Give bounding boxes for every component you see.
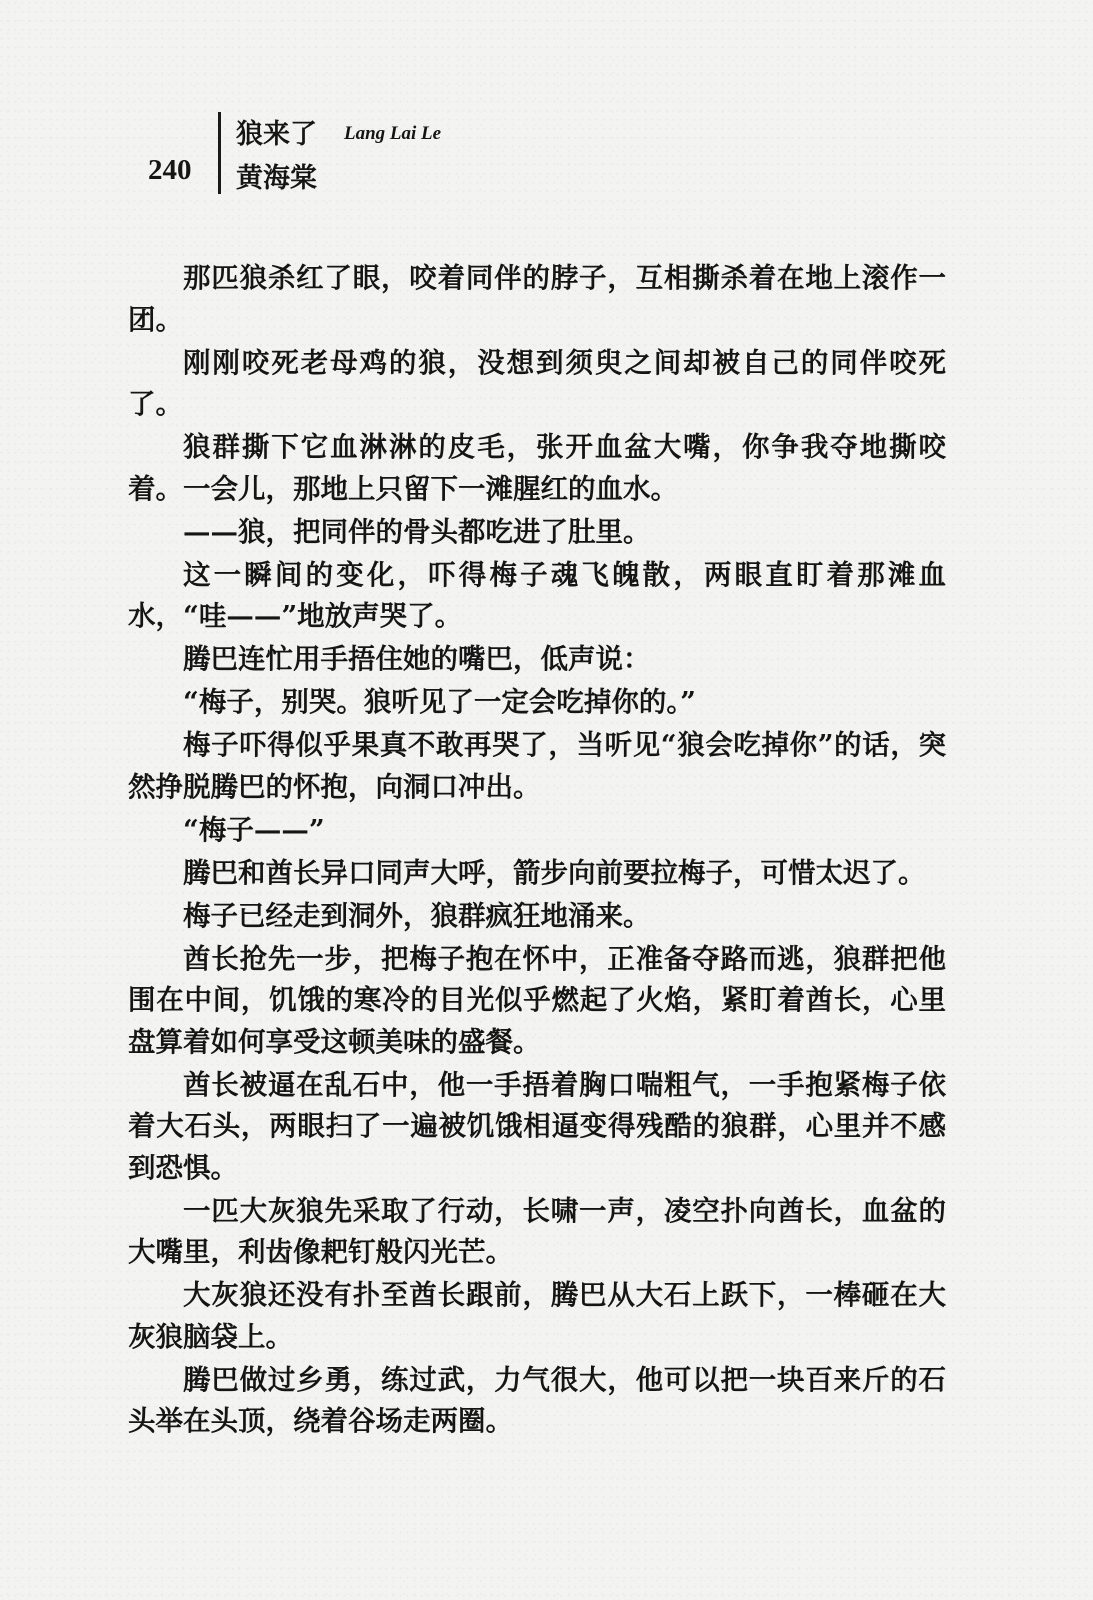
paragraph: 梅子已经走到洞外，狼群疯狂地涌来。 (183, 899, 651, 932)
paragraph: “梅子，别哭。狼听见了一定会吃掉你的。” (183, 686, 696, 718)
paragraph: 酋长被逼在乱石中，他一手捂着胸口喘粗气，一手抱紧梅子依着大石头，两眼扫了一遍被饥饿相逼变得残酷的狼群，心里并不感到恐惧。 (128, 1068, 946, 1184)
paragraph: ——狼，把同伴的骨头都吃进了肚里。 (183, 515, 651, 548)
paragraph: 一匹大灰狼先采取了行动，长啸一声，凌空扑向酋长，血盆的大嘴里，利齿像耙钉般闪光芒。 (128, 1194, 946, 1268)
book-title-pinyin: Lang Lai Le (344, 123, 442, 144)
running-header (148, 108, 568, 198)
body-text (128, 258, 946, 1444)
paragraph: 腾巴做过乡勇，练过武，力气很大，他可以把一块百来斤的石头举在头顶，绕着谷场走两圈。 (128, 1363, 946, 1437)
paragraph: 梅子吓得似乎果真不敢再哭了，当听见“狼会吃掉你”的话，突然挣脱腾巴的怀抱，向洞口冲出。 (128, 729, 946, 803)
paragraph: “梅子——” (183, 813, 325, 846)
paragraph: 腾巴连忙用手捂住她的嘴巴，低声说： (183, 643, 651, 675)
paragraph: 酋长抢先一步，把梅子抱在怀中，正准备夺路而逃，狼群把他围在中间，饥饿的寒冷的目光似乎燃起了火焰，紧盯着酋长，心里盘算着如何享受这顿美味的盛餐。 (128, 942, 946, 1058)
paragraph: 腾巴和酋长异口同声大呼，箭步向前要拉梅子，可惜太迟了。 (183, 856, 926, 889)
author-name: 黄海棠 (236, 163, 317, 194)
paragraph: 狼群撕下它血淋淋的皮毛，张开血盆大嘴，你争我夺地撕咬着。一会儿，那地上只留下一滩腥红的血水。 (128, 431, 946, 505)
paragraph: 刚刚咬死老母鸡的狼，没想到须臾之间却被自己的同伴咬死了。 (128, 346, 946, 420)
page-number: 240 (148, 154, 192, 186)
header-divider (218, 112, 221, 194)
paragraph: 这一瞬间的变化，吓得梅子魂飞魄散，两眼直盯着那滩血水，“哇——”地放声哭了。 (128, 558, 946, 632)
paragraph: 那匹狼杀红了眼，咬着同伴的脖子，互相撕杀着在地上滚作一团。 (128, 262, 946, 336)
book-title: 狼来了 (236, 119, 317, 150)
paragraph: 大灰狼还没有扑至酋长跟前，腾巴从大石上跃下，一棒砸在大灰狼脑袋上。 (128, 1279, 946, 1353)
